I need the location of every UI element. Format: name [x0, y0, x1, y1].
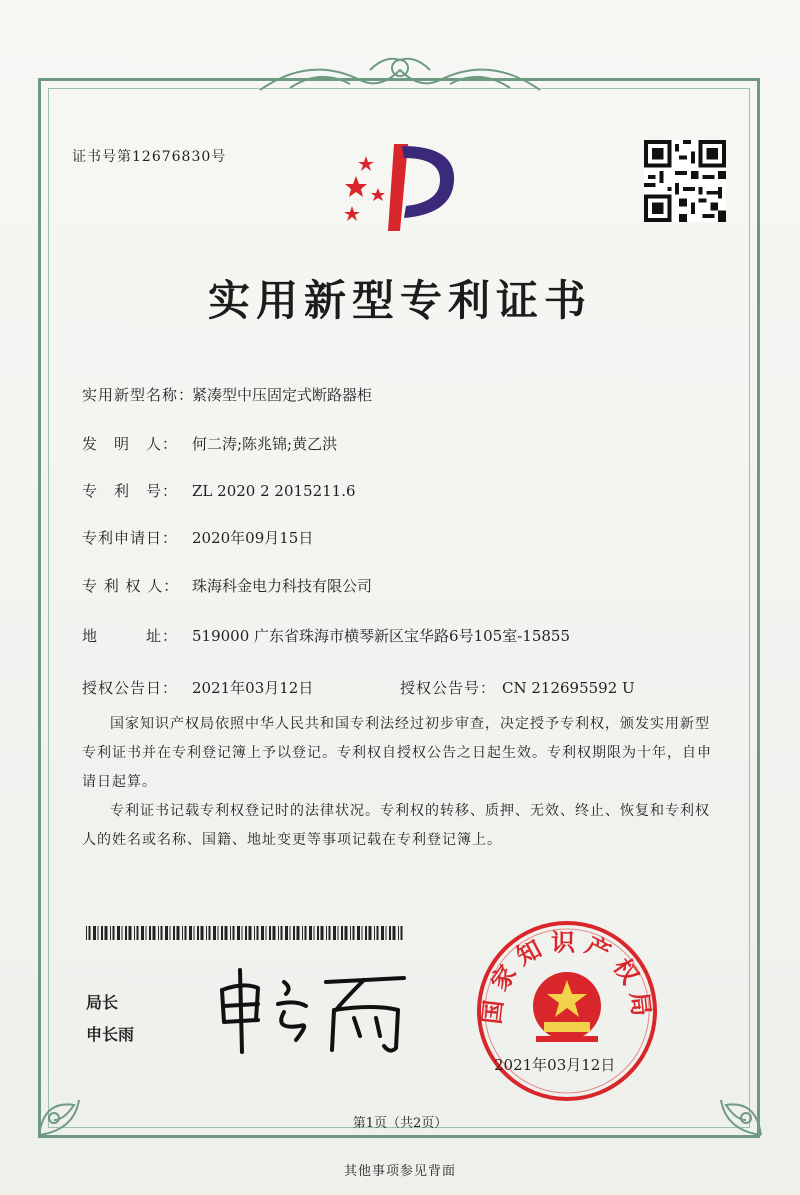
qr-code: [644, 140, 726, 222]
field-filing-date: [82, 527, 313, 548]
field-inventor: [82, 433, 337, 454]
cnipa-logo: [336, 136, 466, 236]
field-value: 2021年03月12日: [192, 679, 314, 697]
field-value: 珠海科金电力科技有限公司: [192, 577, 373, 595]
back-note: 其他事项参见背面: [343, 1164, 456, 1179]
field-value: 紧凑型中压固定式断路器柜: [192, 386, 373, 404]
director-name: 申长雨: [86, 1025, 135, 1044]
official-seal: [474, 918, 660, 1104]
document-title: 实用新型专利证书: [207, 276, 592, 325]
field-value: ZL 2020 2 2015211.6: [192, 482, 356, 500]
certificate-number: 证书号第12676830号: [72, 149, 227, 165]
field-label: 地 址：: [82, 627, 179, 645]
field-value: CN 212695592 U: [502, 679, 635, 697]
director-title: 局长: [86, 993, 119, 1012]
field-value: 519000 广东省珠海市横琴新区宝华路6号105室-15855: [192, 627, 570, 645]
body-paragraph-1: 国家知识产权局依照中华人民共和国专利法经过初步审查，决定授予专利权，颁发实用新型专利证书并在专利登记簿上予以登记。专利权自授权公告之日起生效。专利权期限为十年，自申请日起算。: [82, 716, 712, 790]
field-label: 发 明 人：: [82, 435, 179, 453]
field-value: 2020年09月15日: [192, 529, 314, 547]
field-label: 授权公告日：: [82, 679, 179, 697]
top-ornament: [250, 50, 550, 100]
page-number: 第1页（共2页）: [352, 1116, 448, 1131]
field-label: 实用新型名称：: [82, 386, 195, 404]
field-address: [82, 625, 570, 646]
seal-date: 2021年03月12日: [494, 1056, 616, 1074]
director-signature: [214, 960, 414, 1060]
field-utility-model-name: [82, 384, 372, 405]
barcode: [86, 926, 404, 940]
seal-text: 国家知识产权局: [477, 928, 657, 1026]
field-value: 何二涛;陈兆锦;黄乙洪: [192, 435, 338, 453]
field-label: 专 利 权 人：: [82, 577, 180, 595]
field-label: 专 利 号：: [82, 482, 179, 500]
field-grant-publication-number: [400, 677, 635, 698]
field-patentee: [82, 575, 372, 596]
field-label: 授权公告号：: [400, 679, 497, 697]
field-label: 专利申请日：: [82, 529, 179, 547]
body-paragraph-2: 专利证书记载专利权登记时的法律状况。专利权的转移、质押、无效、终止、恢复和专利权人的姓名或名称、国籍、地址变更等事项记载在专利登记簿上。: [82, 803, 710, 848]
field-grant-date: [82, 677, 313, 698]
field-patent-number: [82, 480, 356, 501]
